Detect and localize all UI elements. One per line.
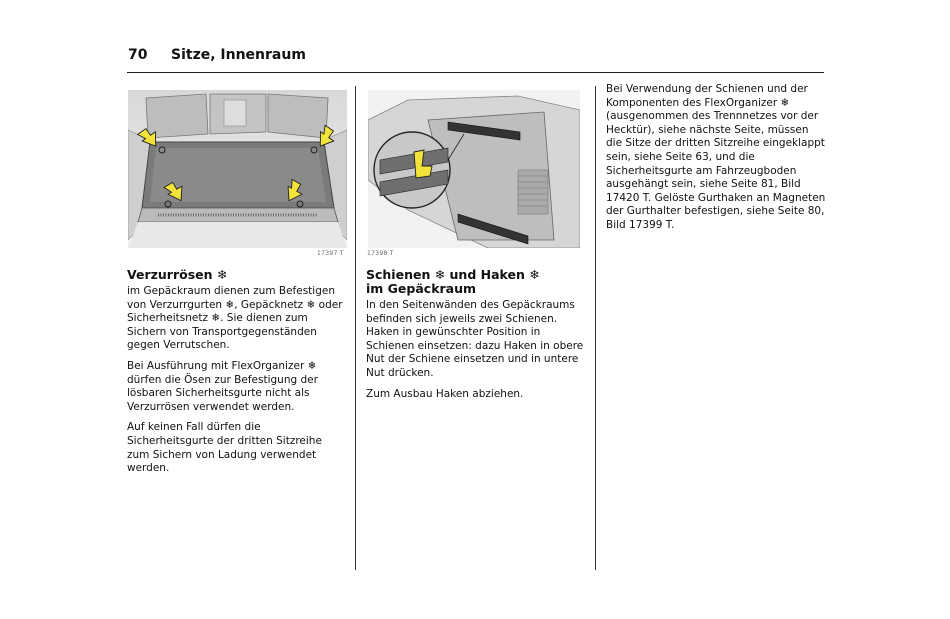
left-column — [127, 268, 347, 483]
heading-verzurroesen: Verzurrösen ❄ — [127, 267, 228, 282]
paragraph-schienen-1: In den Seitenwänden des Gepäckraums befinden sich jeweils zwei Schienen. Haken in gewünschter Position in Schienen einsetzen: dazu Haken in obere Nut der Schiene einsetzen und in untere Nut drücken. — [366, 299, 584, 379]
cargo-floor-illustration — [128, 90, 347, 248]
paragraph-right-1: Bei Verwendung der Schienen und der Komponenten des FlexOrganizer ❄ (ausgenommen des Trennnetzes vor der Hecktür), siehe nächste Seite, müssen die Sitze der dritten Sitzreihe eingeklappt sein, siehe Seite 63, und die Sicherheitsgurte am Fahrzeugboden ausgehängt sein, siehe Seite 81, Bild 17420 T. Gelöste Gurthaken an Magneten der Gurthalter befestigen, siehe Seite 80, Bild 17399 T. — [606, 83, 826, 231]
column-divider-1 — [355, 86, 356, 570]
page-number: 70 — [128, 47, 148, 63]
right-column — [606, 83, 826, 240]
paragraph-schienen-2: Zum Ausbau Haken abziehen. — [366, 387, 524, 400]
section-title: Sitze, Innenraum — [171, 47, 306, 63]
paragraph-verzurroesen-3: Auf keinen Fall dürfen die Sicherheitsgurte der dritten Sitzreihe zum Sichern von Ladung verwendet werden. — [127, 421, 322, 475]
column-divider-2 — [595, 86, 596, 570]
cargo-floor-drawing — [128, 90, 347, 248]
rails-hooks-illustration — [368, 90, 580, 248]
paragraph-verzurroesen-1: im Gepäckraum dienen zum Befestigen von Verzurrgurten ❄, Gepäcknetz ❄ oder Sicherheitsnetz ❄. Sie dienen zum Sichern von Transportgegenständen gegen Verrutschen. — [127, 285, 343, 352]
heading-schienen-line2: im Gepäckraum — [366, 281, 477, 296]
figure-code-left: 17397 T — [317, 250, 344, 257]
rails-hooks-drawing — [368, 90, 580, 248]
figure-code-middle: 17398 T — [367, 250, 394, 257]
middle-column — [366, 268, 588, 408]
paragraph-verzurroesen-2: Bei Ausführung mit FlexOrganizer ❄ dürfen die Ösen zur Befestigung der lösbaren Sicherheitsgurte nicht als Verzurrösen verwendet werden. — [127, 359, 318, 413]
heading-schienen-line1: Schienen ❄ und Haken ❄ — [366, 267, 540, 282]
header-rule — [127, 72, 824, 73]
